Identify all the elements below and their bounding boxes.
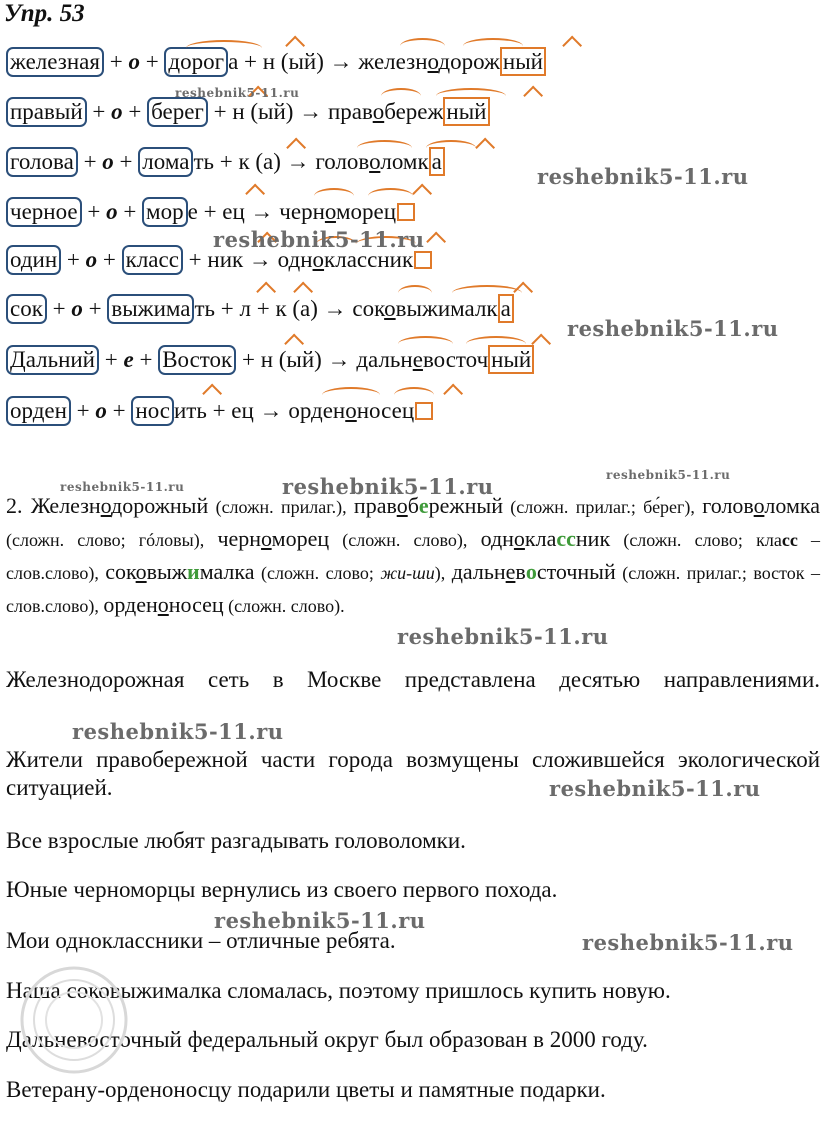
root-arc [436, 88, 506, 104]
root-box: выжима [107, 294, 194, 324]
root-box: железная [6, 47, 104, 77]
root-arc [314, 188, 354, 204]
root-box: Восток [158, 345, 236, 375]
root-box: нос [131, 396, 174, 426]
ending-box: а [498, 294, 514, 323]
suffix-mark [289, 334, 301, 348]
root-box: Дальний [6, 345, 99, 375]
root-arc [186, 40, 262, 56]
watermark: reshebnik5-11.ru [549, 776, 761, 801]
suffix-mark [290, 36, 302, 50]
root-arc [394, 387, 434, 403]
stamp-seal [14, 960, 134, 1080]
suffix-mark [207, 384, 219, 398]
formation-row: голова + о + лома ть + к (а) → головоломк а [6, 147, 445, 177]
ending-box: ный [500, 47, 546, 76]
exercise-title: Упр. 53 [4, 0, 85, 27]
ending-box: ный [488, 345, 534, 374]
suffix-mark [518, 282, 530, 296]
formation-row: сок + о + выжима ть + л + к (а) → соковыжималк а [6, 294, 514, 324]
root-arc [322, 387, 380, 403]
formation-row: черное + о + мор е + ец → черноморец [6, 197, 415, 227]
watermark: reshebnik5-11.ru [567, 316, 779, 341]
formation-row: правый + о + берег + н (ый) → правобереж ный [6, 97, 490, 127]
root-arc [426, 140, 476, 156]
watermark: reshebnik5-11.ru [72, 719, 284, 744]
sentence-3: Все взрослые любят разгадывать головоломки. [6, 828, 466, 853]
watermark: reshebnik5-11.ru [582, 930, 794, 955]
watermark: reshebnik5-11.ru [60, 480, 185, 494]
root-arc [400, 38, 445, 54]
sentence-6: Наша соковыжималка сломалась, поэтому пришлось купить новую. [6, 978, 671, 1003]
suffix-mark [291, 138, 303, 152]
root-arc [368, 188, 413, 204]
suffix-mark [567, 36, 579, 50]
sentence-2: Жители правобережной части города возмущены сложившейся экологической ситуацией. [6, 747, 820, 800]
watermark: reshebnik5-11.ru [175, 86, 300, 100]
zero-ending-box [415, 402, 433, 420]
sentence-8: Ветерану-орденоносцу подарили цветы и памятные подарки. [6, 1077, 606, 1102]
watermark: reshebnik5-11.ru [537, 164, 749, 189]
root-arc [398, 285, 432, 301]
suffix-mark [480, 138, 492, 152]
suffix-mark [417, 184, 429, 198]
zero-ending-box [414, 251, 432, 269]
root-arc [398, 336, 453, 352]
suffix-mark [536, 334, 548, 348]
formation-row: орден + о + нос ить + ец → орденоносец [6, 396, 433, 426]
watermark: reshebnik5-11.ru [213, 227, 425, 252]
watermark: reshebnik5-11.ru [606, 468, 731, 482]
formation-row: Дальний + е + Восток + н (ый) → дальневосточ ный [6, 345, 534, 375]
root-arc [463, 38, 523, 54]
suffix-mark [431, 232, 443, 246]
formation-row: один + о + класс + ник → одноклассник [6, 245, 432, 275]
root-arc [466, 336, 526, 352]
root-box: черное [6, 197, 82, 227]
watermark: reshebnik5-11.ru [282, 474, 494, 499]
root-box: берег [147, 97, 208, 127]
root-box: дорог [164, 47, 228, 77]
ending-box: ный [443, 97, 489, 126]
ending-box: а [429, 147, 445, 176]
suffix-mark [528, 86, 540, 100]
root-box: один [6, 245, 61, 275]
sentence-4: Юные черноморцы вернулись из своего первого похода. [6, 877, 558, 902]
suffix-mark [261, 282, 273, 296]
root-box: орден [6, 396, 71, 426]
root-box: мор [142, 197, 188, 227]
root-box: правый [6, 97, 87, 127]
watermark: reshebnik5-11.ru [214, 908, 426, 933]
analysis-paragraph: 2. Железнодорожный (сложн. прилаг.), правобережный (сложн. прилаг.; бе́рег), головоломка (сложн. слово; гóловы), черноморец (сложн. слово), одноклассник (сложн. слово; класс – слов.слово), соковыжималка (сложн. слово; жи-ши), дальневосточный (сложн. прилаг.; восток – слов.слово), орденоносец (сложн. слово). [6, 493, 821, 617]
suffix-mark [298, 282, 310, 296]
zero-ending-box [397, 203, 415, 221]
watermark: reshebnik5-11.ru [397, 624, 609, 649]
root-arc [357, 140, 412, 156]
formation-row: железная + о + дорог а + н (ый) → железнодорож ный [6, 47, 546, 77]
root-arc [452, 285, 522, 301]
root-box: лома [138, 147, 193, 177]
sentence-7: Дальневосточный федеральный округ был образован в 2000 году. [6, 1027, 648, 1052]
root-box: класс [122, 245, 183, 275]
root-box: голова [6, 147, 78, 177]
root-box: сок [6, 294, 47, 324]
suffix-mark [250, 184, 262, 198]
sentence-1: Железнодорожная сеть в Москве представлена десятью направлениями. [6, 667, 820, 692]
root-arc [381, 88, 421, 104]
suffix-mark [448, 384, 460, 398]
sentence-5: Мои одноклассники – отличные ребята. [6, 928, 396, 953]
